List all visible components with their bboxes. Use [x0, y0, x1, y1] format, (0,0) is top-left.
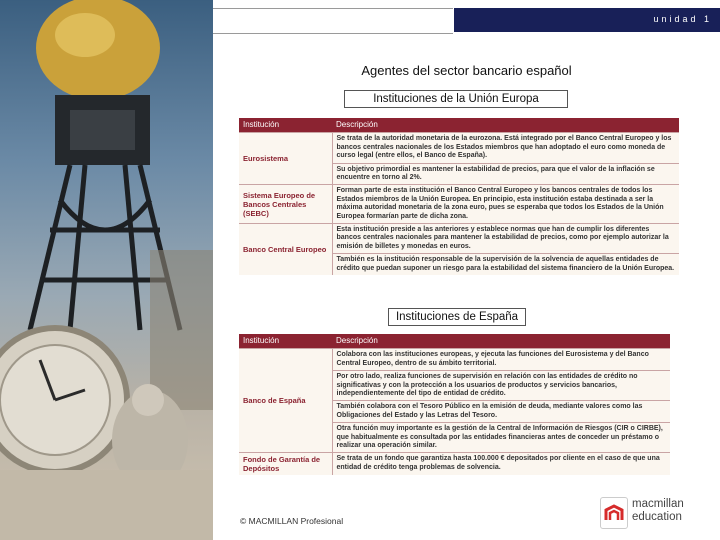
- es-section-title: Instituciones de España: [388, 308, 526, 326]
- unit-label: unidad 1: [653, 14, 712, 24]
- description-cell: Colabora con las instituciones europeas, y ejecuta las funciones del Eurosistema y del Banco Central Europeo, dentro de su ámbito territorial.: [332, 349, 670, 371]
- description-cell: Por otro lado, realiza funciones de supervisión en relación con las entidades de crédito no significativas y con la protección a los usuarios de productos y servicios bancarios, independientemente del tipo de entidad de crédito.: [332, 371, 670, 401]
- description-cell: Otra función muy importante es la gestión de la Central de Información de Riesgos (CIR o CIRBE), que habitualmente es consultada por las entidades financieras antes de conceder un préstamo o realizar una operación similar.: [332, 423, 670, 453]
- column-header-institution: Institución: [239, 334, 332, 349]
- copyright-footer: © MACMILLAN Profesional: [240, 516, 344, 526]
- institution-cell: Banco Central Europeo: [239, 224, 332, 276]
- table-row: [239, 453, 670, 476]
- clock-tower-illustration: [0, 0, 213, 540]
- column-header-description: Descripción: [332, 334, 670, 349]
- table-row: [239, 133, 679, 163]
- eu-institutions-table: [239, 118, 679, 275]
- institution-cell: Fondo de Garantía de Depósitos: [239, 453, 332, 476]
- slide: [213, 0, 720, 540]
- header-unit-bar: [454, 8, 720, 32]
- macmillan-logo: [600, 495, 710, 531]
- description-cell: Forman parte de esta institución el Banco Central Europeo y los bancos centrales de todos los Estados miembros de la Unión Europea. En principio, esta institución estaba destinada a ser la máxima autoridad monetaria de la zona euro, pues se esperaba que todos los Estados de la Unión Europea formarían parte de dicha zona.: [332, 185, 679, 224]
- es-institutions-table: [239, 334, 670, 475]
- description-cell: También es la institución responsable de la supervisión de la solvencia de aquellas entidades de crédito que puedan suponer un riesgo para la estabilidad del sistema financiero de la Unión Europea.: [332, 254, 679, 275]
- description-cell: Se trata de la autoridad monetaria de la eurozona. Está integrado por el Banco Central Europeo y los bancos centrales nacionales de los Estados miembros que han adoptado el euro como moneda de curso legal (entre ellos, el Banco de España).: [332, 133, 679, 163]
- description-cell: También colabora con el Tesoro Público en la emisión de deuda, mediante valores como las Obligaciones del Estado y las Letras del Tesoro.: [332, 401, 670, 423]
- eu-section-title: Instituciones de la Unión Europa: [344, 90, 568, 108]
- logo-line1: macmillan: [632, 498, 684, 510]
- header-left-bar: [213, 8, 453, 34]
- table-row: [239, 185, 679, 224]
- column-header-description: Descripción: [332, 118, 679, 133]
- page-title: Agentes del sector bancario español: [361, 63, 572, 78]
- clock-tower-photo: [0, 0, 213, 540]
- macmillan-logo-icon: [600, 497, 628, 529]
- institution-cell: Banco de España: [239, 349, 332, 453]
- column-header-institution: Institución: [239, 118, 332, 133]
- table-row: [239, 349, 670, 371]
- institution-cell: Eurosistema: [239, 133, 332, 185]
- description-cell: Esta institución preside a las anteriores y establece normas que han de cumplir los diferentes bancos centrales nacionales para mantener la estabilidad de precios, como por ejemplo autorizar la emisión de billetes y monedas en euros.: [332, 224, 679, 254]
- description-cell: Se trata de un fondo que garantiza hasta 100.000 € depositados por cliente en el caso de que una entidad de crédito tenga problemas de solvencia.: [332, 453, 670, 476]
- logo-line2: education: [632, 511, 682, 523]
- table-row: [239, 224, 679, 254]
- institution-cell: Sistema Europeo de Bancos Centrales (SEBC): [239, 185, 332, 224]
- description-cell: Su objetivo primordial es mantener la estabilidad de precios, para que el valor de la inflación se encuentre en torno al 2%.: [332, 163, 679, 185]
